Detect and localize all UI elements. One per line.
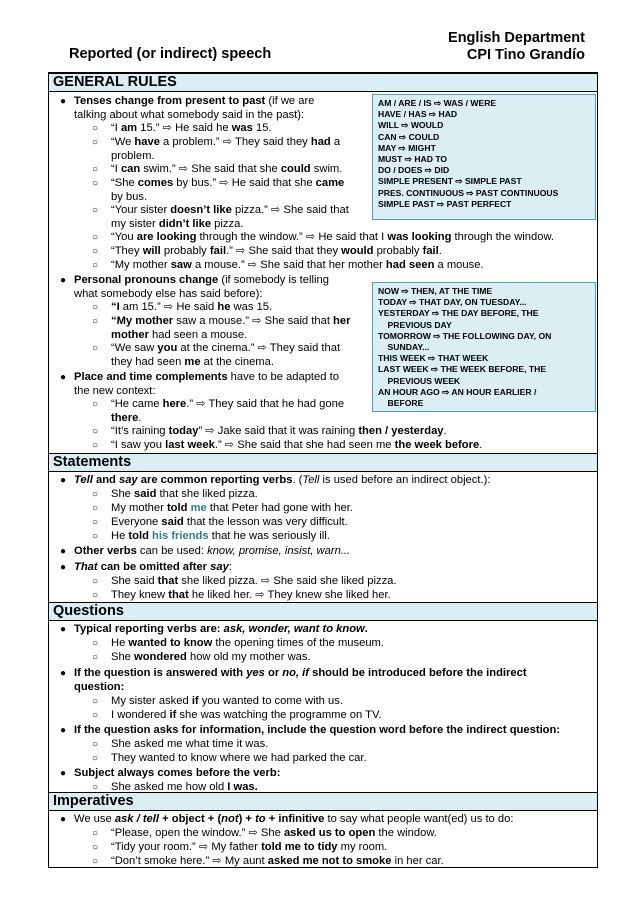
bullet-icon: ● <box>60 725 67 736</box>
bullet-icon: ● <box>60 668 67 679</box>
bullet-icon: ● <box>60 96 67 107</box>
sub-bullet-icon: ○ <box>92 302 99 313</box>
department-header <box>448 30 585 64</box>
school-name: CPI Tino Grandío <box>466 47 585 63</box>
box-line: AN HOUR AGO ⇨ AN HOUR EARLIER / <box>378 386 537 397</box>
example-item: They knew that he liked her. ⇨ They knew she liked her. <box>111 589 391 601</box>
bullet-icon: ● <box>60 475 67 486</box>
example-item: “My mother saw a mouse.” ⇨ She said that her <box>111 315 351 327</box>
continued-text: there. <box>111 412 142 424</box>
example-item: She wondered how old my mother was. <box>111 651 311 663</box>
box-line: BEFORE <box>378 398 424 409</box>
sub-bullet-icon: ○ <box>92 426 99 437</box>
example-item: She said that she liked pizza. ⇨ She said she liked pizza. <box>111 575 397 587</box>
bullet-icon: ● <box>60 562 67 573</box>
bullet-icon: ● <box>60 768 67 779</box>
example-item: “I saw you last week.” ⇨ She said that she had seen me the week before. <box>111 439 483 451</box>
example-item: “I can swim.” ⇨ She said that she could swim. <box>111 163 343 175</box>
sub-bullet-icon: ○ <box>92 638 99 649</box>
box-line: TOMORROW ⇨ THE FOLLOWING DAY, ON <box>378 330 552 341</box>
rule-item: That can be omitted after say: <box>74 561 232 573</box>
sub-bullet-icon: ○ <box>92 739 99 750</box>
sub-bullet-icon: ○ <box>92 531 99 542</box>
bullet-icon: ● <box>60 624 67 635</box>
section-heading-imperatives: Imperatives <box>49 792 597 811</box>
bullet-icon: ● <box>60 814 67 825</box>
box-line: MUST ⇨ HAD TO <box>378 154 448 165</box>
continued-text: by bus. <box>111 191 148 203</box>
example-item: I wondered if she was watching the programme on TV. <box>111 709 382 721</box>
sub-bullet-icon: ○ <box>92 399 99 410</box>
bullet-icon: ● <box>60 546 67 557</box>
sub-bullet-icon: ○ <box>92 440 99 451</box>
box-line: SIMPLE PAST ⇨ PAST PERFECT <box>378 198 512 209</box>
rule-item: Place and time complements have to be adapted to <box>74 371 339 383</box>
sub-bullet-icon: ○ <box>92 590 99 601</box>
sub-bullet-icon: ○ <box>92 489 99 500</box>
sub-bullet-icon: ○ <box>92 828 99 839</box>
rule-item: Typical reporting verbs are: ask, wonder, want to know. <box>74 623 368 635</box>
box-line: SIMPLE PRESENT ⇨ SIMPLE PAST <box>378 176 522 187</box>
rule-item: If the question is answered with yes or no, if should be introduced before the indirect <box>74 667 527 679</box>
example-item: “I am 15.” ⇨ He said he was 15. <box>111 301 273 313</box>
example-item: Everyone said that the lesson was very difficult. <box>111 516 348 528</box>
section-heading-questions: Questions <box>49 602 597 621</box>
sub-bullet-icon: ○ <box>92 696 99 707</box>
example-item: She asked me what time it was. <box>111 738 269 750</box>
example-item: “They will probably fail.” ⇨ She said that they would probably fail. <box>111 245 442 257</box>
example-item: “Your sister doesn’t like pizza.” ⇨ She said that <box>111 204 349 216</box>
rule-item: Tell and say are common reporting verbs. (Tell is used before an indirect object.): <box>74 474 491 486</box>
box-line: HAVE / HAS ⇨ HAD <box>378 109 458 120</box>
example-item: They wanted to know where we had parked the car. <box>111 752 367 764</box>
box-line: TODAY ⇨ THAT DAY, ON TUESDAY... <box>378 297 527 308</box>
sub-bullet-icon: ○ <box>92 842 99 853</box>
rule-item: Other verbs can be used: know, promise, insist, warn... <box>74 545 351 557</box>
example-item: “Tidy your room.” ⇨ My father told me to tidy my room. <box>111 841 388 853</box>
section-heading-general: GENERAL RULES <box>49 73 597 92</box>
box-line: YESTERDAY ⇨ THE DAY BEFORE, THE <box>378 308 539 319</box>
sub-bullet-icon: ○ <box>92 246 99 257</box>
bullet-icon: ● <box>60 275 67 286</box>
sub-bullet-icon: ○ <box>92 205 99 216</box>
box-line: CAN ⇨ COULD <box>378 131 440 142</box>
sub-bullet-icon: ○ <box>92 753 99 764</box>
continued-text: talking about what somebody said in the past): <box>74 109 305 121</box>
sub-bullet-icon: ○ <box>92 503 99 514</box>
sub-bullet-icon: ○ <box>92 260 99 271</box>
sub-bullet-icon: ○ <box>92 123 99 134</box>
continued-text: mother had seen a mouse. <box>111 329 248 341</box>
example-item: She said that she liked pizza. <box>111 488 258 500</box>
sub-bullet-icon: ○ <box>92 652 99 663</box>
example-item: “Don’t smoke here.” ⇨ My aunt asked me not to smoke in her car. <box>111 855 444 867</box>
example-item: “We saw you at the cinema.” ⇨ They said that <box>111 342 341 354</box>
box-line: SUNDAY... <box>378 342 430 353</box>
sub-bullet-icon: ○ <box>92 343 99 354</box>
sub-bullet-icon: ○ <box>92 164 99 175</box>
continued-text: problem. <box>111 150 155 162</box>
continued-text: what somebody else has said before): <box>74 288 263 300</box>
example-item: “My mother saw a mouse.” ⇨ She said that her mother had seen a mouse. <box>111 259 484 271</box>
box-line: DO / DOES ⇨ DID <box>378 165 450 176</box>
sub-bullet-icon: ○ <box>92 710 99 721</box>
sub-bullet-icon: ○ <box>92 232 99 243</box>
example-item: “It’s raining today” ⇨ Jake said that it was raining then / yesterday. <box>111 425 447 437</box>
example-item: “I am 15.” ⇨ He said he was 15. <box>111 122 272 134</box>
section-heading-statements: Statements <box>49 453 597 472</box>
sub-bullet-icon: ○ <box>92 517 99 528</box>
sub-bullet-icon: ○ <box>92 316 99 327</box>
example-item: He wanted to know the opening times of the museum. <box>111 637 384 649</box>
example-item: “You are looking through the window.” ⇨ He said that I was looking through the window. <box>111 231 555 243</box>
example-item: She asked me how old I was. <box>111 781 258 793</box>
sub-bullet-icon: ○ <box>92 856 99 867</box>
box-line: THIS WEEK ⇨ THAT WEEK <box>378 353 489 364</box>
example-item: My mother told me that Peter had gone with her. <box>111 502 353 514</box>
continued-text: the new context: <box>74 385 156 397</box>
bullet-icon: ● <box>60 372 67 383</box>
example-item: “He came here.” ⇨ They said that he had gone <box>111 398 345 410</box>
verb-changes-box <box>372 94 596 220</box>
example-item: “She comes by bus.” ⇨ He said that she came <box>111 177 345 189</box>
box-line: WILL ⇨ WOULD <box>378 120 444 131</box>
example-item: My sister asked if you wanted to come with us. <box>111 695 343 707</box>
box-line: NOW ⇨ THEN, AT THE TIME <box>378 286 493 296</box>
box-line: PRES. CONTINUOUS ⇨ PAST CONTINUOUS <box>378 187 559 198</box>
sub-bullet-icon: ○ <box>92 782 99 793</box>
example-item: “We have a problem.” ⇨ They said they had a <box>111 136 341 148</box>
time-place-changes-box <box>372 282 596 412</box>
sub-bullet-icon: ○ <box>92 137 99 148</box>
continued-text: they had seen me at the cinema. <box>111 356 274 368</box>
box-line: AM / ARE / IS ⇨ WAS / WERE <box>378 98 497 108</box>
rule-item: Tenses change from present to past (if we are <box>74 95 315 107</box>
box-line: PREVIOUS WEEK <box>378 375 461 386</box>
rule-item: Subject always comes before the verb: <box>74 767 281 779</box>
sub-bullet-icon: ○ <box>92 576 99 587</box>
sub-bullet-icon: ○ <box>92 178 99 189</box>
continued-text: my sister didn’t like pizza. <box>111 218 244 230</box>
continued-text: question: <box>74 681 125 693</box>
document-title: Reported (or indirect) speech <box>69 46 272 62</box>
box-line: MAY ⇨ MIGHT <box>378 142 436 153</box>
rule-item: If the question asks for information, include the question word before the indirect question: <box>74 724 561 736</box>
department-name: English Department <box>448 30 585 46</box>
example-item: He told his friends that he was seriously ill. <box>111 530 330 542</box>
box-line: PREVIOUS DAY <box>378 319 452 330</box>
box-line: LAST WEEK ⇨ THE WEEK BEFORE, THE <box>378 364 547 375</box>
rule-item: We use ask / tell + object + (not) + to + infinitive to say what people want(ed) us to do: <box>74 813 514 825</box>
rule-item: Personal pronouns change (if somebody is telling <box>74 274 329 286</box>
example-item: “Please, open the window.” ⇨ She asked us to open the window. <box>111 827 437 839</box>
